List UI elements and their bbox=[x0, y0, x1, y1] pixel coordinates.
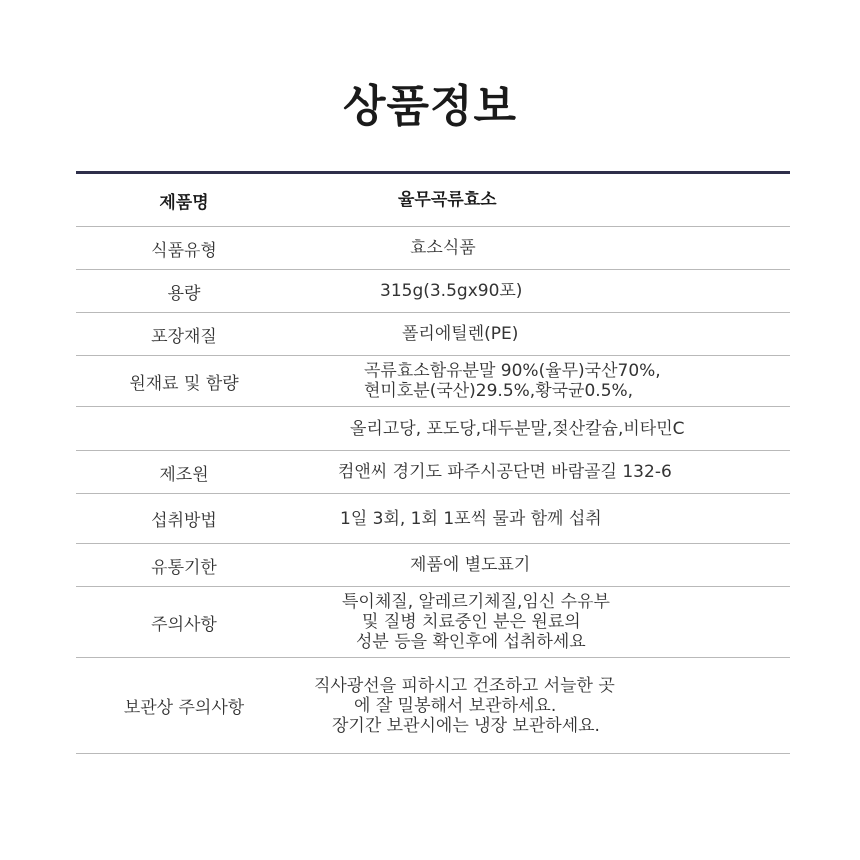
table-row bbox=[76, 407, 790, 451]
page-title: 상품정보 bbox=[342, 81, 517, 132]
row-value bbox=[292, 227, 790, 269]
row-value bbox=[292, 407, 790, 450]
value-line: 효소식품 bbox=[410, 238, 476, 258]
row-value bbox=[292, 544, 790, 586]
value-line: 1일 3회, 1회 1포씩 물과 함께 섭취 bbox=[340, 508, 602, 529]
row-value bbox=[292, 658, 790, 753]
value-line: 315g(3.5gx90포) bbox=[380, 281, 523, 301]
value-line: 율무곡류효소 bbox=[398, 190, 497, 210]
table-row bbox=[76, 174, 790, 227]
row-label: 원재료 및 함량 bbox=[129, 373, 239, 394]
table-row bbox=[76, 587, 790, 658]
table-row bbox=[76, 270, 790, 313]
value-line: 제품에 별도표기 bbox=[410, 555, 531, 575]
row-label: 제조원 bbox=[159, 464, 209, 485]
row-label: 섭취방법 bbox=[151, 511, 217, 531]
row-value bbox=[292, 356, 790, 406]
table-row bbox=[76, 494, 790, 544]
value-line: 및 질병 치료중인 분은 원료의 bbox=[362, 612, 581, 632]
value-line: 현미호분(국산)29.5%,황국균0.5%, bbox=[364, 381, 634, 401]
table-row bbox=[76, 658, 790, 754]
row-value bbox=[292, 174, 790, 226]
row-value bbox=[292, 451, 790, 493]
value-line: 에 잘 밀봉해서 보관하세요. bbox=[354, 695, 557, 716]
table-row bbox=[76, 451, 790, 494]
row-value bbox=[292, 494, 790, 543]
value-line: 장기간 보관시에는 냉장 보관하세요. bbox=[332, 715, 600, 736]
row-label: 식품유형 bbox=[151, 240, 217, 261]
value-line: 컴앤씨 경기도 파주시공단면 바람골길 132-6 bbox=[338, 462, 672, 482]
row-value bbox=[292, 270, 790, 312]
value-line: 특이체질, 알레르기체질,임신 수유부 bbox=[342, 592, 610, 612]
row-value bbox=[292, 587, 790, 657]
product-info-table bbox=[76, 171, 790, 736]
row-value bbox=[292, 313, 790, 355]
value-line: 올리고당, 포도당,대두분말,젖산칼슘,비타민C bbox=[350, 418, 685, 439]
row-label bbox=[76, 407, 292, 450]
row-label: 포장재질 bbox=[151, 326, 217, 347]
table-row bbox=[76, 227, 790, 270]
value-line: 폴리에틸렌(PE) bbox=[402, 324, 519, 344]
value-line: 곡류효소함유분말 90%(율무)국산70%, bbox=[364, 361, 661, 381]
row-label: 제품명 bbox=[159, 192, 209, 213]
value-line: 직사광선을 피하시고 건조하고 서늘한 곳 bbox=[314, 675, 615, 696]
row-label: 유통기한 bbox=[151, 557, 217, 578]
row-label: 보관상 주의사항 bbox=[123, 698, 245, 718]
row-label: 주의사항 bbox=[151, 614, 217, 635]
row-label: 용량 bbox=[167, 283, 201, 304]
table-row bbox=[76, 544, 790, 587]
table-row bbox=[76, 356, 790, 407]
value-line: 성분 등을 확인후에 섭취하세요 bbox=[356, 632, 586, 652]
table-row bbox=[76, 313, 790, 356]
